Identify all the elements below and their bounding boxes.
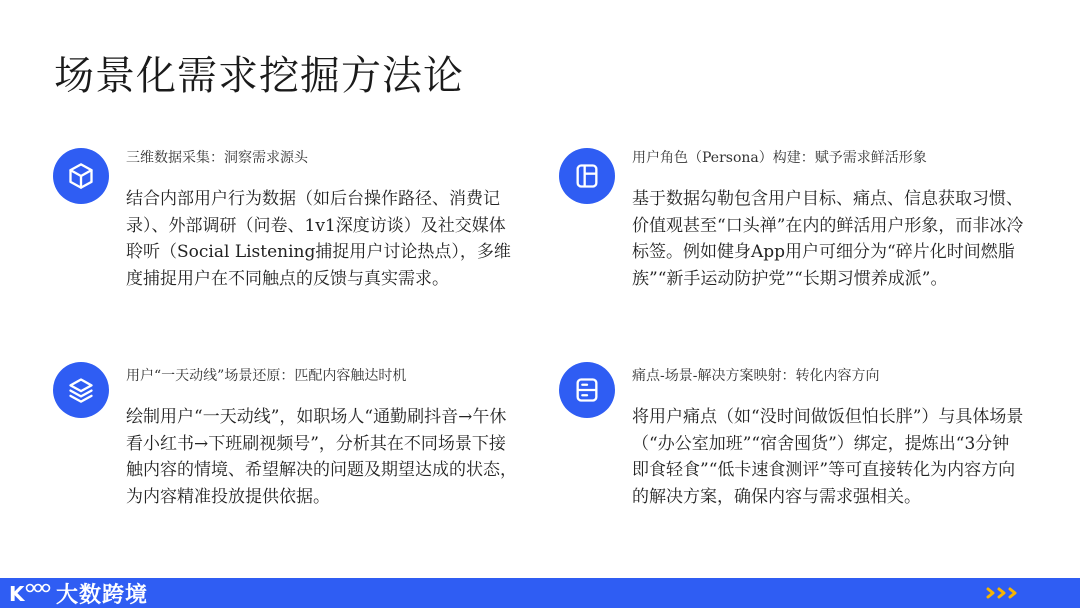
layers-icon: [53, 362, 109, 418]
card-persona: [632, 148, 1024, 292]
book-icon: [559, 148, 615, 204]
card-heading: 三维数据采集：洞察需求源头: [126, 150, 308, 166]
card-daily-route: [126, 366, 518, 510]
footer-bar: [0, 578, 1080, 608]
card-heading: 痛点-场景-解决方案映射：转化内容方向: [632, 368, 880, 384]
list-panel-icon: [559, 362, 615, 418]
card-pain-point-mapping: [632, 366, 1024, 510]
card-body: 结合内部用户行为数据（如后台操作路径、消费记录）、外部调研（问卷、1v1深度访谈）及社交媒体聆听（Social Listening捕捉用户讨论热点），多维度捕捉用户在不同触点的反馈与真实需求。: [126, 189, 511, 289]
brand-name: 大数跨境: [56, 582, 149, 608]
card-body: 基于数据勾勒包含用户目标、痛点、信息获取习惯、价值观甚至“口头禅”在内的鲜活用户形象，而非冰冷标签。例如健身App用户可细分为“碎片化时间燃脂族”“新手运动防护党”“长期习惯养成派”。: [632, 189, 1024, 289]
page-title: 场景化需求挖掘方法论: [54, 53, 464, 99]
card-heading: 用户“一天动线”场景还原：匹配内容触达时机: [126, 368, 407, 384]
brand-logo: [8, 578, 148, 608]
chevrons-icon: [986, 583, 1020, 603]
svg-text:K: K: [9, 582, 26, 606]
card-body: 将用户痛点（如“没时间做饭但怕长胖”）与具体场景（“办公室加班”“宿舍囤货”）绑定，提炼出“3分钟即食轻食”“低卡速食测评”等可直接转化为内容方向的解决方案，确保内容与需求强相关。: [632, 407, 1024, 507]
card-heading: 用户角色（Persona）构建：赋予需求鲜活形象: [632, 150, 927, 166]
card-data-collection: [126, 148, 518, 292]
cube-icon: [53, 148, 109, 204]
card-body: 绘制用户“一天动线”，如职场人“通勤刷抖音→午休看小红书→下班刷视频号”，分析其在不同场景下接触内容的情境、希望解决的问题及期望达成的状态，为内容精准投放提供依据。: [126, 407, 517, 507]
k100-logo-mark-icon: [8, 579, 54, 607]
